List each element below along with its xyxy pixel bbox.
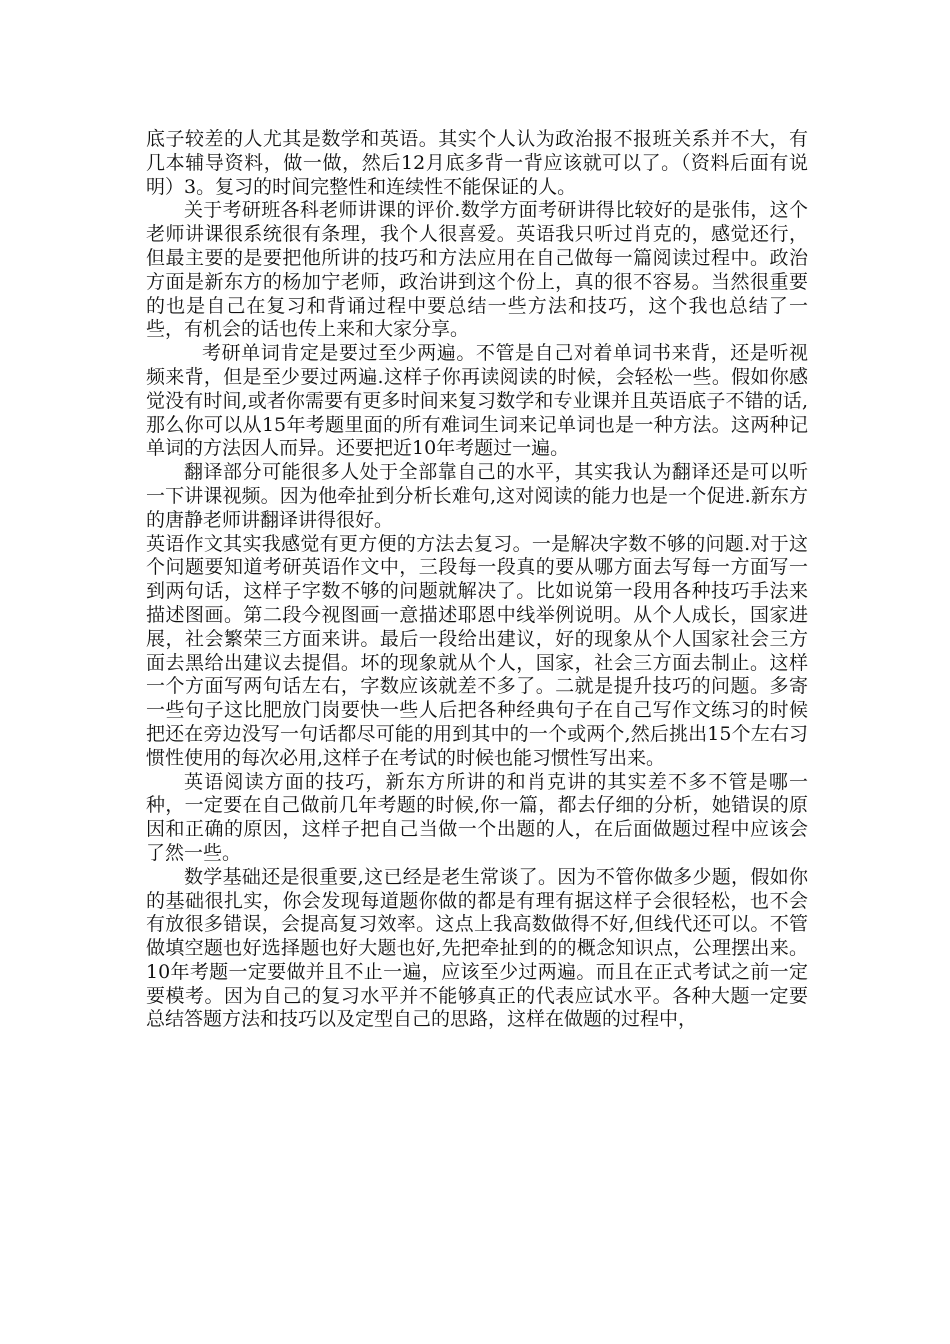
paragraph-6: 英语阅读方面的技巧，新东方所讲的和肖克讲的其实差不多不管是哪一种，一定要在自己做前几年考题的时候,你一篇，都去仔细的分析，她错误的原因和正确的原因，这样子把自己当做一个出题的人，在后面做题过程中应该会了然一些。 <box>146 770 808 864</box>
document-body <box>146 128 808 1032</box>
paragraph-7: 数学基础还是很重要,这已经是老生常谈了。因为不管你做多少题，假如你的基础很扎实，你会发现每道题你做的都是有理有据这样子会很轻松，也不会有放很多错误，会提高复习效率。这点上我高数做得不好,但线代还可以。不管做填空题也好选择题也好大题也好,先把牵扯到的的概念知识点，公理摆出来。10年考题一定要做并且不止一遍，应该至少过两遍。而且在正式考试之前一定要模考。因为自己的复习水平并不能够真正的代表应试水平。各种大题一定要总结答题方法和技巧以及定型自己的思路，这样在做题的过程中， <box>146 865 808 1031</box>
paragraph-5: 英语作文其实我感觉有更方便的方法去复习。一是解决字数不够的问题.对于这个问题要知道考研英语作文中，三段每一段真的要从哪方面去写每一方面写一到两句话，这样子字数不够的问题就解决了。比如说第一段用各种技巧手法来描述图画。第二段今视图画一意描述耶恩中线举例说明。从个人成长，国家进展，社会繁荣三方面来讲。最后一段给出建议，好的现象从个人国家社会三方面去黑给出建议去提倡。坏的现象就从个人，国家，社会三方面去制止。这样一个方面写两句话左右，字数应该就差不多了。二就是提升技巧的问题。多寄一些句子这比肥放门岗要快一些人后把各种经典句子在自己写作文练习的时候把还在旁边没写一句话都尽可能的用到其中的一个或两个,然后挑出15个左右习惯性使用的每次必用,这样子在考试的时候也能习惯性写出来。 <box>146 532 808 769</box>
paragraph-1: 底子较差的人尤其是数学和英语。其实个人认为政治报不报班关系并不大，有几本辅导资料，做一做，然后12月底多背一背应该就可以了。（资料后面有说明）3。复习的时间完整性和连续性不能保证的人。 <box>146 128 808 198</box>
paragraph-2: 关于考研班各科老师讲课的评价.数学方面考研讲得比较好的是张伟，这个老师讲课很系统很有条理，我个人很喜爱。英语我只听过肖克的，感觉还行，但最主要的是要把他所讲的技巧和方法应用在自己做每一篇阅读过程中。政治方面是新东方的杨加宁老师，政治讲到这个份上，真的很不容易。当然很重要的也是自己在复习和背诵过程中要总结一些方法和技巧，这个我也总结了一些，有机会的话也传上来和大家分享。 <box>146 199 808 341</box>
paragraph-3: 考研单词肯定是要过至少两遍。不管是自己对着单词书来背，还是听视频来背，但是至少要过两遍.这样子你再读阅读的时候，会轻松一些。假如你感觉没有时间,或者你需要有更多时间来复习数学和专业课并且英语底子不错的话,那么你可以从15年考题里面的所有难词生词来记单词也是一种方法。这两种记单词的方法因人而异。还要把近10年考题过一遍。 <box>146 342 808 460</box>
paragraph-4: 翻译部分可能很多人处于全部靠自己的水平，其实我认为翻译还是可以听一下讲课视频。因为他牵扯到分析长难句,这对阅读的能力也是一个促进.新东方的唐静老师讲翻译讲得很好。 <box>146 461 808 531</box>
